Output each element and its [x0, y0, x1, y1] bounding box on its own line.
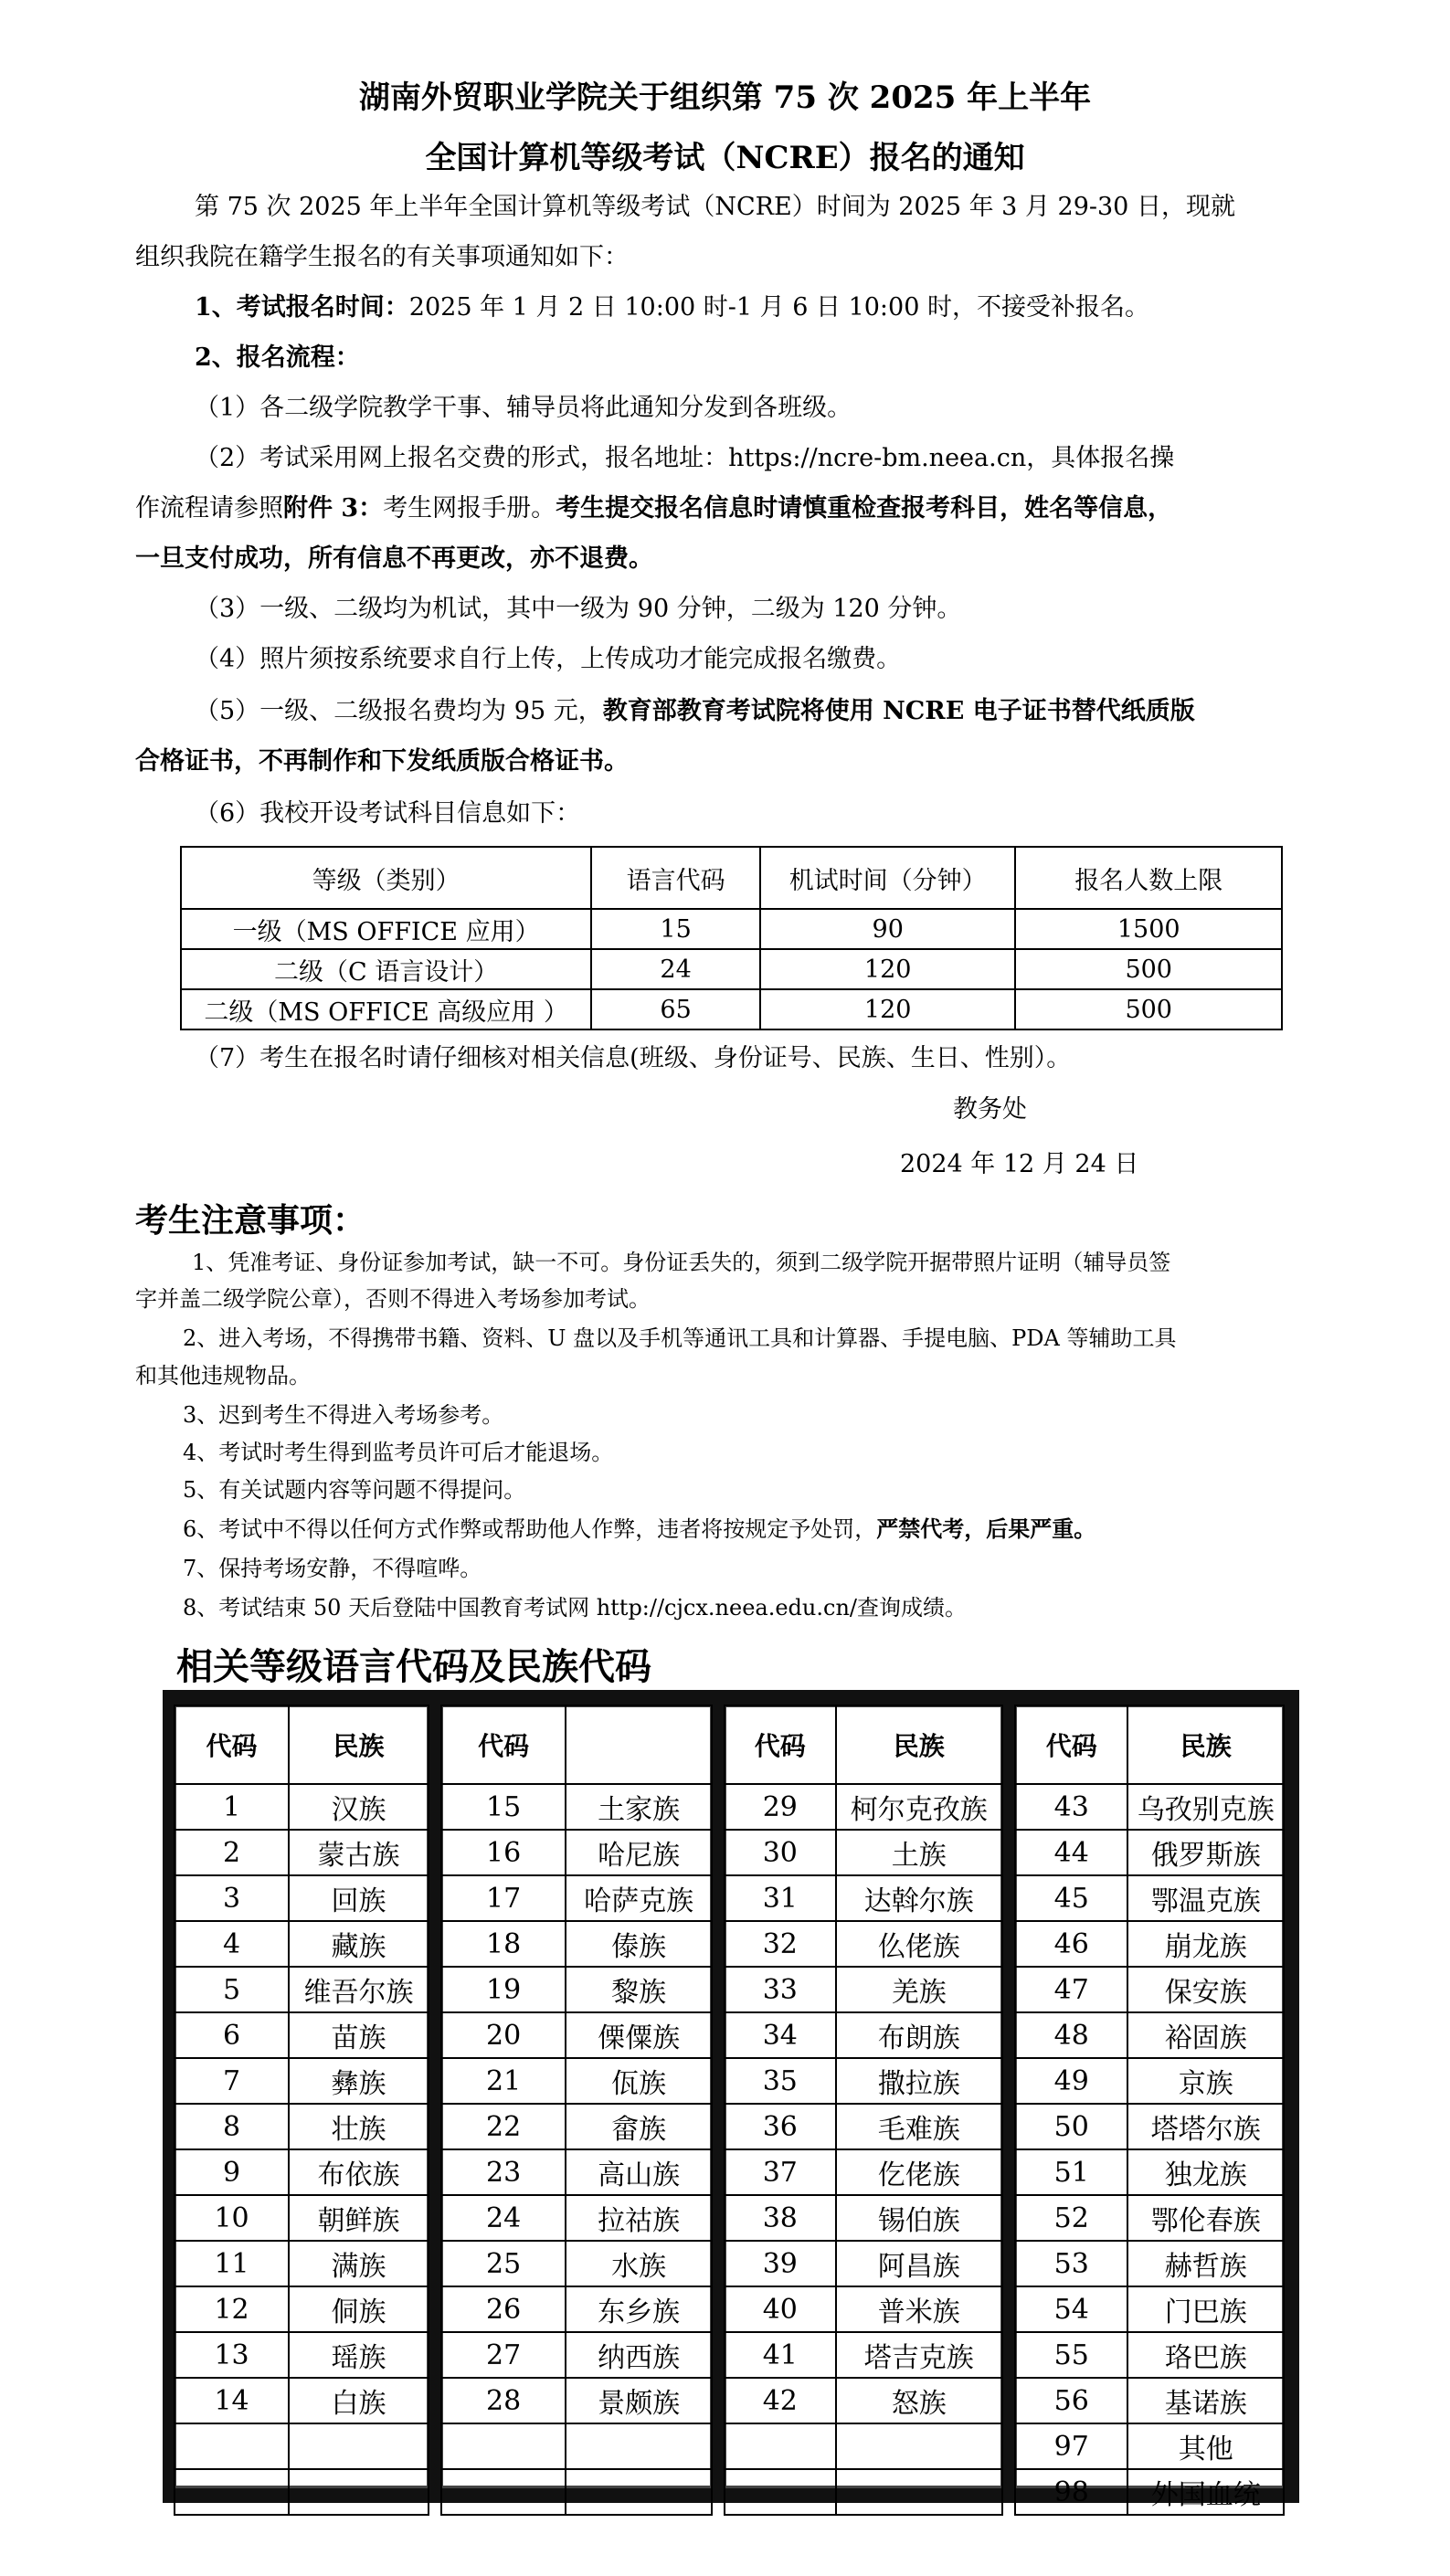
ethnic-name-cell: 维吾尔族: [289, 1967, 429, 2012]
codes-row: [175, 1830, 429, 1875]
ethnic-name-cell: 仫佬族: [836, 1921, 1002, 1967]
ethnic-codes-group-4: [1014, 1705, 1285, 2511]
ethnic-code-cell: 15: [441, 1784, 566, 1830]
ethnic-name-cell: 哈尼族: [566, 1830, 712, 1875]
codes-row: [441, 1830, 712, 1875]
codes-row: [725, 2104, 1002, 2149]
codes-row: [1015, 1875, 1284, 1921]
ethnic-code-cell: 55: [1015, 2332, 1127, 2378]
ethnic-name-cell: 独龙族: [1127, 2149, 1284, 2195]
table-cell: 24: [591, 949, 760, 989]
table-header-cell: 语言代码: [591, 847, 760, 909]
codes-row: [441, 2012, 712, 2058]
item-2-warning: 考生提交报名信息时请慎重检查报考科目，姓名等信息，: [556, 494, 1173, 523]
ethnic-name-cell: 景颇族: [566, 2378, 712, 2423]
ethnic-code-cell: 37: [725, 2149, 836, 2195]
ethnic-name-cell: 裕固族: [1127, 2012, 1284, 2058]
ethnic-code-cell: 1: [175, 1784, 289, 1830]
ethnic-name-cell: 塔塔尔族: [1127, 2104, 1284, 2149]
ethnic-code-cell: 14: [175, 2378, 289, 2423]
codes-row: [1015, 1967, 1284, 2012]
ethnic-code-cell: 42: [725, 2378, 836, 2423]
section-registration-time-label: 1、考试报名时间：: [195, 293, 409, 322]
table-row: [181, 909, 1282, 949]
ethnic-code-cell: 49: [1015, 2058, 1127, 2104]
ethnic-name-cell: 白族: [289, 2378, 429, 2423]
ethnic-name-cell: 东乡族: [566, 2286, 712, 2332]
table-cell: 15: [591, 909, 760, 949]
ethnic-name-cell: 俄罗斯族: [1127, 1830, 1284, 1875]
item-4: （4）照片须按系统要求自行上传，上传成功才能完成报名缴费。: [195, 645, 902, 673]
ethnic-name-cell: 锡伯族: [836, 2195, 1002, 2241]
codes-row: [1015, 1784, 1284, 1830]
codes-header-row: [725, 1705, 1002, 1784]
codes-row: [441, 1921, 712, 1967]
ethnic-code-cell: [441, 2423, 566, 2469]
codes-row: [725, 1875, 1002, 1921]
note-6-warning: 严禁代考，后果严重。: [876, 1515, 1096, 1542]
codes-row: [175, 2104, 429, 2149]
ethnic-name-cell: 达斡尔族: [836, 1875, 1002, 1921]
codes-row: [1015, 2195, 1284, 2241]
ethnic-name-cell: 蒙古族: [289, 1830, 429, 1875]
ethnic-codes-frame: [163, 1690, 1299, 2511]
codes-header-code: 代码: [175, 1705, 289, 1784]
codes-row: [1015, 2469, 1284, 2515]
signature-date: 2024 年 12 月 24 日: [900, 1150, 1139, 1178]
ethnic-code-cell: [441, 2469, 566, 2515]
ethnic-name-cell: 羌族: [836, 1967, 1002, 2012]
ethnic-name-cell: 乌孜别克族: [1127, 1784, 1284, 1830]
item-5-fee: （5）一级、二级报名费均为 95 元，: [195, 697, 603, 725]
section-registration-time: [195, 290, 1450, 325]
item-2-line2: [135, 491, 1450, 526]
codes-row: [441, 2058, 712, 2104]
ethnic-code-cell: 9: [175, 2149, 289, 2195]
ethnic-name-cell: 傣族: [566, 1921, 712, 1967]
ethnic-name-cell: 傈僳族: [566, 2012, 712, 2058]
ethnic-name-cell: 塔吉克族: [836, 2332, 1002, 2378]
ethnic-name-cell: [836, 2469, 1002, 2515]
codes-row: [1015, 2423, 1284, 2469]
ethnic-name-cell: 鄂伦春族: [1127, 2195, 1284, 2241]
intro-line2: 组织我院在籍学生报名的有关事项通知如下：: [135, 243, 629, 271]
codes-row: [441, 1967, 712, 2012]
ethnic-code-cell: [175, 2469, 289, 2515]
note-1-line2: 字并盖二级学院公章），否则不得进入考场参加考试。: [135, 1286, 651, 1312]
codes-row: [441, 2149, 712, 2195]
ethnic-code-cell: 39: [725, 2241, 836, 2286]
codes-row: [175, 2012, 429, 2058]
ethnic-code-cell: 19: [441, 1967, 566, 2012]
ethnic-code-cell: 2: [175, 1830, 289, 1875]
codes-row: [441, 2378, 712, 2423]
intro-line1: 第 75 次 2025 年上半年全国计算机等级考试（NCRE）时间为 2025 年 3 月 29-30 日，现就: [195, 193, 1235, 221]
ethnic-name-cell: 苗族: [289, 2012, 429, 2058]
ethnic-code-cell: 44: [1015, 1830, 1127, 1875]
item-2-handbook: 考生网报手册。: [383, 494, 556, 523]
note-2-line1: 2、进入考场，不得携带书籍、资料、U 盘以及手机等通讯工具和计算器、手提电脑、PDA 等辅助工具: [183, 1325, 1177, 1351]
note-7: 7、保持考场安静，不得喧哗。: [183, 1556, 482, 1581]
table-header-cell: 报名人数上限: [1015, 847, 1282, 909]
codes-row: [1015, 1921, 1284, 1967]
ethnic-code-cell: 7: [175, 2058, 289, 2104]
item-2-line1: （2）考试采用网上报名交费的形式，报名地址：https://ncre-bm.neea.cn，具体报名操: [195, 444, 1175, 472]
table-header-cell: 等级（类别）: [181, 847, 591, 909]
ethnic-code-cell: 33: [725, 1967, 836, 2012]
codes-row: [175, 2195, 429, 2241]
ethnic-code-cell: 97: [1015, 2423, 1127, 2469]
table-cell: 二级（MS OFFICE 高级应用 ）: [181, 989, 591, 1029]
ethnic-name-cell: 保安族: [1127, 1967, 1284, 2012]
ethnic-name-cell: 怒族: [836, 2378, 1002, 2423]
item-6: （6）我校开设考试科目信息如下：: [195, 799, 581, 828]
codes-row: [725, 2241, 1002, 2286]
ethnic-name-cell: 鄂温克族: [1127, 1875, 1284, 1921]
ethnic-code-cell: 29: [725, 1784, 836, 1830]
ethnic-code-cell: 48: [1015, 2012, 1127, 2058]
ethnic-name-cell: 仡佬族: [836, 2149, 1002, 2195]
item-5-line2: 合格证书，不再制作和下发纸质版合格证书。: [135, 747, 629, 776]
codes-header-name: [566, 1705, 712, 1784]
codes-row: [175, 1967, 429, 2012]
codes-row: [175, 2423, 429, 2469]
codes-row: [725, 2332, 1002, 2378]
codes-row: [175, 1875, 429, 1921]
codes-row: [725, 2423, 1002, 2469]
ethnic-code-cell: [725, 2423, 836, 2469]
note-6-text: 6、考试中不得以任何方式作弊或帮助他人作弊，违者将按规定予处罚，: [183, 1516, 877, 1542]
codes-row: [441, 2286, 712, 2332]
ethnic-code-cell: 25: [441, 2241, 566, 2286]
ethnic-name-cell: 彝族: [289, 2058, 429, 2104]
ethnic-name-cell: 回族: [289, 1875, 429, 1921]
ethnic-code-cell: 50: [1015, 2104, 1127, 2149]
ethnic-code-cell: 41: [725, 2332, 836, 2378]
ethnic-name-cell: 柯尔克孜族: [836, 1784, 1002, 1830]
ethnic-code-cell: 27: [441, 2332, 566, 2378]
ethnic-name-cell: 崩龙族: [1127, 1921, 1284, 1967]
codes-row: [725, 1921, 1002, 1967]
ethnic-code-cell: 4: [175, 1921, 289, 1967]
ethnic-name-cell: [566, 2469, 712, 2515]
item-5-line1: [195, 694, 1450, 729]
codes-row: [441, 1875, 712, 1921]
codes-row: [441, 2241, 712, 2286]
table-row: [181, 989, 1282, 1029]
ethnic-name-cell: 门巴族: [1127, 2286, 1284, 2332]
ethnic-name-cell: 纳西族: [566, 2332, 712, 2378]
codes-header-code: 代码: [725, 1705, 836, 1784]
table-cell: 500: [1015, 949, 1282, 989]
ethnic-codes-group-2: [440, 1705, 713, 2488]
codes-row: [725, 2058, 1002, 2104]
ethnic-code-cell: 30: [725, 1830, 836, 1875]
ethnic-code-cell: 40: [725, 2286, 836, 2332]
ethnic-code-cell: 36: [725, 2104, 836, 2149]
ethnic-code-cell: 38: [725, 2195, 836, 2241]
codes-row: [1015, 2332, 1284, 2378]
ethnic-code-cell: 47: [1015, 1967, 1127, 2012]
ethnic-code-cell: 51: [1015, 2149, 1127, 2195]
codes-row: [725, 2286, 1002, 2332]
ethnic-name-cell: 撒拉族: [836, 2058, 1002, 2104]
notes-heading: 考生注意事项：: [135, 1201, 366, 1240]
codes-row: [441, 2332, 712, 2378]
ethnic-name-cell: 阿昌族: [836, 2241, 1002, 2286]
ethnic-code-cell: 52: [1015, 2195, 1127, 2241]
codes-title: 相关等级语言代码及民族代码: [176, 1645, 651, 1688]
ethnic-name-cell: 高山族: [566, 2149, 712, 2195]
codes-row: [1015, 2378, 1284, 2423]
notice-title-line1: 湖南外贸职业学院关于组织第 75 次 2025 年上半年: [358, 79, 1092, 116]
codes-row: [725, 1784, 1002, 1830]
ethnic-code-cell: 54: [1015, 2286, 1127, 2332]
codes-row: [1015, 2058, 1284, 2104]
ethnic-code-cell: 45: [1015, 1875, 1127, 1921]
exam-subjects-table: [180, 846, 1283, 1030]
codes-row: [175, 2332, 429, 2378]
codes-header-row: [1015, 1705, 1284, 1784]
ethnic-name-cell: 京族: [1127, 2058, 1284, 2104]
ethnic-code-cell: 11: [175, 2241, 289, 2286]
table-header-cell: 机试时间（分钟）: [760, 847, 1016, 909]
codes-header-name: 民族: [836, 1705, 1002, 1784]
ethnic-code-cell: 3: [175, 1875, 289, 1921]
table-cell: 一级（MS OFFICE 应用）: [181, 909, 591, 949]
ethnic-code-cell: [725, 2469, 836, 2515]
ethnic-name-cell: 朝鲜族: [289, 2195, 429, 2241]
codes-row: [175, 2286, 429, 2332]
section-registration-process: 2、报名流程：: [195, 343, 360, 372]
table-cell: 65: [591, 989, 760, 1029]
codes-row: [175, 2241, 429, 2286]
codes-header-code: 代码: [1015, 1705, 1127, 1784]
ethnic-code-cell: 10: [175, 2195, 289, 2241]
ethnic-name-cell: [289, 2469, 429, 2515]
codes-header-name: 民族: [1127, 1705, 1284, 1784]
attachment-3-ref: 附件 3：: [283, 494, 384, 523]
codes-row: [725, 1967, 1002, 2012]
ethnic-code-cell: 32: [725, 1921, 836, 1967]
codes-row: [725, 2195, 1002, 2241]
codes-row: [441, 1784, 712, 1830]
codes-row: [175, 2469, 429, 2515]
codes-row: [1015, 2104, 1284, 2149]
item-2-text: 作流程请参照: [135, 494, 283, 523]
codes-row: [725, 2012, 1002, 2058]
ethnic-code-cell: 26: [441, 2286, 566, 2332]
item-3: （3）一级、二级均为机试，其中一级为 90 分钟，二级为 120 分钟。: [195, 595, 962, 623]
codes-row: [1015, 2286, 1284, 2332]
ethnic-code-cell: 31: [725, 1875, 836, 1921]
ethnic-code-cell: 24: [441, 2195, 566, 2241]
ethnic-code-cell: 23: [441, 2149, 566, 2195]
ethnic-code-cell: 98: [1015, 2469, 1127, 2515]
ethnic-code-cell: 22: [441, 2104, 566, 2149]
ethnic-name-cell: 拉祜族: [566, 2195, 712, 2241]
ethnic-code-cell: 34: [725, 2012, 836, 2058]
codes-row: [725, 2149, 1002, 2195]
ethnic-code-cell: 8: [175, 2104, 289, 2149]
ethnic-name-cell: 毛难族: [836, 2104, 1002, 2149]
ethnic-name-cell: 珞巴族: [1127, 2332, 1284, 2378]
ethnic-code-cell: 35: [725, 2058, 836, 2104]
ethnic-name-cell: [566, 2423, 712, 2469]
codes-row: [1015, 2241, 1284, 2286]
ethnic-code-cell: 16: [441, 1830, 566, 1875]
ethnic-name-cell: 布依族: [289, 2149, 429, 2195]
ethnic-code-cell: 21: [441, 2058, 566, 2104]
ethnic-name-cell: 瑶族: [289, 2332, 429, 2378]
codes-header-code: 代码: [441, 1705, 566, 1784]
table-cell: 二级（C 语言设计）: [181, 949, 591, 989]
ethnic-code-cell: 56: [1015, 2378, 1127, 2423]
codes-row: [175, 2378, 429, 2423]
codes-header-row: [175, 1705, 429, 1784]
ethnic-code-cell: 6: [175, 2012, 289, 2058]
codes-header-row: [441, 1705, 712, 1784]
ethnic-code-cell: 13: [175, 2332, 289, 2378]
codes-row: [441, 2469, 712, 2515]
ethnic-name-cell: 普米族: [836, 2286, 1002, 2332]
table-cell: 120: [760, 949, 1016, 989]
note-4: 4、考试时考生得到监考员许可后才能退场。: [183, 1440, 614, 1465]
ethnic-name-cell: [289, 2423, 429, 2469]
codes-row: [175, 2149, 429, 2195]
ethnic-name-cell: 土家族: [566, 1784, 712, 1830]
ethnic-name-cell: 藏族: [289, 1921, 429, 1967]
item-1: （1）各二级学院教学干事、辅导员将此通知分发到各班级。: [195, 394, 852, 422]
codes-row: [1015, 2149, 1284, 2195]
codes-row: [441, 2195, 712, 2241]
codes-row: [175, 1784, 429, 1830]
ethnic-code-cell: 5: [175, 1967, 289, 2012]
note-6: [183, 1514, 1371, 1545]
ethnic-name-cell: 壮族: [289, 2104, 429, 2149]
codes-row: [441, 2423, 712, 2469]
section-registration-time-text: 2025 年 1 月 2 日 10:00 时-1 月 6 日 10:00 时，不接受补报名。: [408, 293, 1149, 322]
ethnic-codes-group-1: [174, 1705, 429, 2488]
signature-office: 教务处: [953, 1095, 1027, 1124]
table-cell: 1500: [1015, 909, 1282, 949]
codes-row: [441, 2104, 712, 2149]
table-cell: 120: [760, 989, 1016, 1029]
ethnic-codes-group-3: [724, 1705, 1003, 2488]
table-cell: 500: [1015, 989, 1282, 1029]
ethnic-name-cell: 土族: [836, 1830, 1002, 1875]
table-row: [181, 949, 1282, 989]
ethnic-name-cell: 其他: [1127, 2423, 1284, 2469]
ethnic-code-cell: 46: [1015, 1921, 1127, 1967]
ethnic-code-cell: [175, 2423, 289, 2469]
notice-title-line2: 全国计算机等级考试（NCRE）报名的通知: [425, 140, 1025, 176]
ethnic-code-cell: 28: [441, 2378, 566, 2423]
ethnic-name-cell: 外国血统: [1127, 2469, 1284, 2515]
ethnic-name-cell: 侗族: [289, 2286, 429, 2332]
ethnic-code-cell: 17: [441, 1875, 566, 1921]
ethnic-name-cell: 水族: [566, 2241, 712, 2286]
note-1-line1: 1、凭准考证、身份证参加考试，缺一不可。身份证丢失的，须到二级学院开据带照片证明（辅导员签: [192, 1250, 1171, 1275]
ethnic-name-cell: 满族: [289, 2241, 429, 2286]
codes-row: [725, 2469, 1002, 2515]
item-5-certificate: 教育部教育考试院将使用 NCRE 电子证书替代纸质版: [602, 697, 1195, 725]
ethnic-code-cell: 43: [1015, 1784, 1127, 1830]
codes-row: [1015, 2012, 1284, 2058]
codes-row: [175, 1921, 429, 1967]
note-8: 8、考试结束 50 天后登陆中国教育考试网 http://cjcx.neea.edu.cn/查询成绩。: [183, 1595, 967, 1621]
note-5: 5、有关试题内容等问题不得提问。: [183, 1477, 526, 1503]
item-7: （7）考生在报名时请仔细核对相关信息(班级、身份证号、民族、生日、性别）。: [195, 1044, 1072, 1072]
item-2-line3: 一旦支付成功，所有信息不再更改，亦不退费。: [135, 544, 653, 573]
ethnic-code-cell: 53: [1015, 2241, 1127, 2286]
ethnic-name-cell: 汉族: [289, 1784, 429, 1830]
ethnic-name-cell: 赫哲族: [1127, 2241, 1284, 2286]
ethnic-code-cell: 12: [175, 2286, 289, 2332]
note-2-line2: 和其他违规物品。: [135, 1363, 311, 1388]
table-cell: 90: [760, 909, 1016, 949]
codes-row: [1015, 1830, 1284, 1875]
codes-header-name: 民族: [289, 1705, 429, 1784]
ethnic-name-cell: 黎族: [566, 1967, 712, 2012]
ethnic-name-cell: 布朗族: [836, 2012, 1002, 2058]
ethnic-name-cell: 哈萨克族: [566, 1875, 712, 1921]
ethnic-name-cell: 基诺族: [1127, 2378, 1284, 2423]
ethnic-name-cell: [836, 2423, 1002, 2469]
codes-row: [725, 2378, 1002, 2423]
codes-row: [175, 2058, 429, 2104]
ethnic-code-cell: 18: [441, 1921, 566, 1967]
ethnic-name-cell: 佤族: [566, 2058, 712, 2104]
ethnic-code-cell: 20: [441, 2012, 566, 2058]
table-header-row: [181, 847, 1282, 909]
codes-row: [725, 1830, 1002, 1875]
ethnic-name-cell: 畲族: [566, 2104, 712, 2149]
note-3: 3、迟到考生不得进入考场参考。: [183, 1402, 504, 1428]
